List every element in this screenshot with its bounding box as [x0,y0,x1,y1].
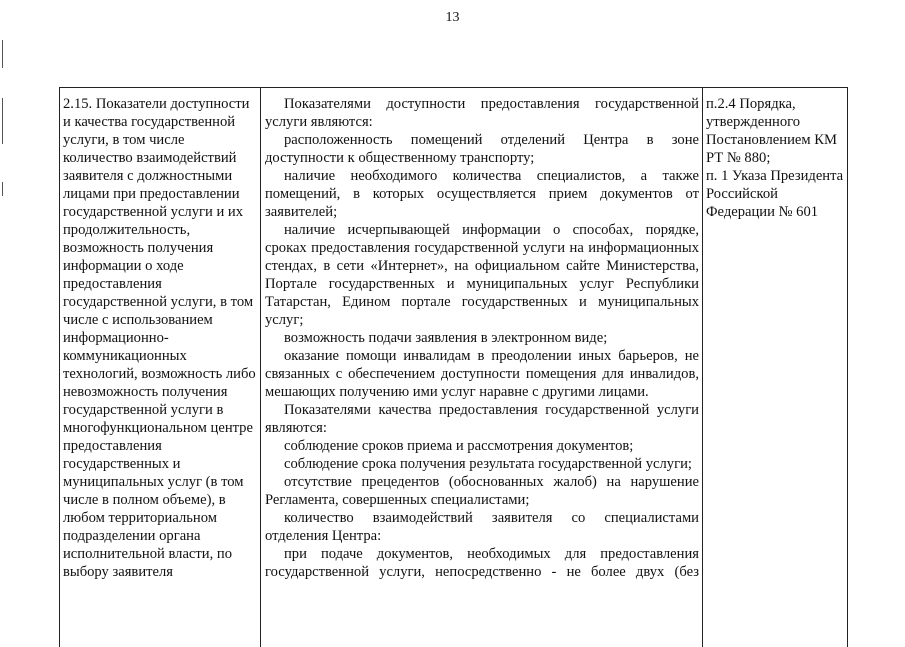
indicator-name-cell [60,88,260,647]
content-paragraph: наличие необходимого количества специалистов, а также помещений, в которых осуществляется прием документов от заявителей; [265,168,699,220]
content-paragraph: соблюдение сроков приема и рассмотрения документов; [284,438,634,454]
page-number: 13 [445,10,460,25]
content-paragraph: возможность подачи заявления в электронном виде; [284,330,608,346]
scan-margin-mark [2,98,3,144]
scan-margin-mark [2,182,3,196]
content-paragraph: при подаче документов, необходимых для предоставления государственной услуги, непосредственно - не более двух (без [265,546,699,580]
legal-basis-item: п. 1 Указа Президента Российской Федерации № 601 [706,168,844,220]
regulation-table [59,87,848,647]
content-paragraph: наличие исчерпывающей информации о способах, порядке, сроках предоставления государственной услуги на информационных стендах, в сети «Интернет», на официальном сайте Министерства, Портале государственных и муниципальных услуг Республики Татарстан, Едином портале государственных и муниципальных услуг; [265,222,699,328]
indicator-content-cell [260,88,702,647]
content-paragraph: Показателями качества предоставления государственной услуги являются: [265,402,699,436]
legal-basis-cell [702,88,847,647]
legal-basis-item: п.2.4 Порядка, утвержденного Постановлением КМ РТ № 880; [706,96,837,166]
content-paragraph: оказание помощи инвалидам в преодолении иных барьеров, не связанных с обеспечением доступности помещения для инвалидов, мешающих получению ими услуг наравне с другими лицами. [265,348,699,400]
content-paragraph: отсутствие прецедентов (обоснованных жалоб) на нарушение Регламента, совершенных специалистами; [265,474,699,508]
content-paragraph: расположенность помещений отделений Центра в зоне доступности к общественному транспорту; [265,132,699,166]
indicator-name-text: 2.15. Показатели доступности и качества государственной услуги, в том числе количество взаимодействий заявителя с должностными лицами при предоставлении государственной услуги и их продолжительность, возможность получения информации о ходе предоставления государственной услуги, в том числе с использованием информационно-коммуникационных технологий, возможность либо невозможность получения государственной услуги в многофункциональном центре предоставления государственных и муниципальных услуг (в том числе в полном объеме), в любом территориальном подразделении органа исполнительной власти, по выбору заявителя [63,96,256,580]
content-paragraph: соблюдение срока получения результата государственной услуги; [284,456,692,472]
content-paragraph: Показателями доступности предоставления государственной услуги являются: [265,96,699,130]
content-paragraph: количество взаимодействий заявителя со специалистами отделения Центра: [265,510,699,544]
scan-margin-mark [2,40,3,68]
